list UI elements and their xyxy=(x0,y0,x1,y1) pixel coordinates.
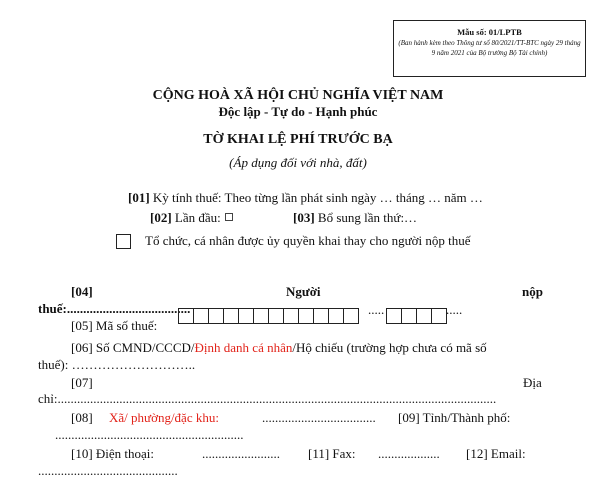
first-time-checkbox[interactable] xyxy=(225,213,233,221)
nation-name: CỘNG HOÀ XÃ HỘI CHỦ NGHĨA VIỆT NAM xyxy=(152,88,444,103)
field-02-first-time xyxy=(150,210,233,226)
tax-code-cell[interactable] xyxy=(386,308,402,324)
tax-code-cell[interactable] xyxy=(193,308,209,324)
field-06-continuation: thuế): ……………………….. xyxy=(38,357,196,372)
field-06-part-a: [06] Số CMND/CCCD/ xyxy=(71,340,195,355)
tax-code-cell[interactable] xyxy=(416,308,432,324)
tax-code-cell[interactable] xyxy=(431,308,447,324)
field-09-province-dots: .......................................................... xyxy=(55,427,244,442)
field-04-word-1: Người xyxy=(286,284,321,299)
field-04-word-2: nộp xyxy=(522,284,543,299)
field-07-address-line: chỉ:....................................................................................................................................... xyxy=(38,391,497,406)
tax-code-cell[interactable] xyxy=(223,308,239,324)
field-10-phone-dots: ........................ xyxy=(202,446,280,461)
tax-code-cell[interactable] xyxy=(401,308,417,324)
tax-code-cell[interactable] xyxy=(283,308,299,324)
authorized-label: Tổ chức, cá nhân được ủy quyền khai thay cho người nộp thuế xyxy=(145,233,471,248)
field-12-email-dots: ........................................... xyxy=(38,463,178,478)
field-08-code: [08] xyxy=(71,410,93,425)
tax-code-cell[interactable] xyxy=(268,308,284,324)
field-06-personal-id: Định danh cá nhân xyxy=(194,340,293,355)
taxpayer-name-line xyxy=(38,301,190,317)
field-10-phone-label: [10] Điện thoại: xyxy=(71,446,155,461)
tax-code-cell[interactable] xyxy=(313,308,329,324)
tax-code-cell[interactable] xyxy=(178,308,194,324)
tax-code-cell[interactable] xyxy=(208,308,224,324)
tax-code-cell[interactable] xyxy=(343,308,359,324)
field-03-text: Bổ sung lần thứ:… xyxy=(317,210,418,225)
field-02-code: [02] xyxy=(150,210,172,225)
field-03-code: [03] xyxy=(293,210,315,225)
field-03-supplement xyxy=(293,210,417,226)
tax-code-cell[interactable] xyxy=(253,308,269,324)
authorized-checkbox[interactable] xyxy=(116,234,131,249)
field-09-province-label: [09] Tỉnh/Thành phố: xyxy=(398,410,511,425)
field-04-code: [04] xyxy=(71,284,93,299)
page-subtitle: (Áp dụng đối với nhà, đất) xyxy=(229,155,367,170)
form-number-box xyxy=(393,20,586,77)
page-title: TỜ KHAI LỆ PHÍ TRƯỚC BẠ xyxy=(203,132,393,147)
tax-code-cell[interactable] xyxy=(328,308,344,324)
field-06-id-number xyxy=(71,340,487,356)
field-11-fax-label: [11] Fax: xyxy=(308,446,356,461)
field-08-ward-label: Xã/ phường/đặc khu: xyxy=(109,410,219,425)
field-08-ward-dots: ................................... xyxy=(262,410,376,425)
field-12-email-label: [12] Email: xyxy=(466,446,526,461)
field-01-code: [01] xyxy=(128,190,150,205)
tax-code-dots-end: ..... xyxy=(446,302,463,317)
field-01-text: Kỳ tính thuế: Theo từng lần phát sinh ngày … tháng … năm … xyxy=(152,190,483,205)
field-05-label: [05] Mã số thuế: xyxy=(71,318,158,333)
form-number: Mẫu số: 01/LPTB xyxy=(457,27,522,37)
field-07-word: Địa xyxy=(523,375,542,390)
tax-code-cell[interactable] xyxy=(238,308,254,324)
form-issuance-note: (Ban hành kèm theo Thông tư số 80/2021/TT-BTC ngày 29 tháng 9 năm 2021 của Bộ trưởng Bộ Tài chính) xyxy=(398,39,581,57)
field-11-fax-dots: ................... xyxy=(378,446,440,461)
field-06-part-b: /Hộ chiếu (trường hợp chưa có mã số xyxy=(292,340,487,355)
field-07-code: [07] xyxy=(71,375,93,390)
field-04-continuation: thuế:...................................... xyxy=(38,301,191,316)
field-01-tax-period xyxy=(128,190,483,206)
tax-code-dots-mid: ..... xyxy=(368,302,385,317)
field-02-text: Lần đầu: xyxy=(174,210,221,225)
nation-motto: Độc lập - Tự do - Hạnh phúc xyxy=(218,104,378,119)
tax-code-cell[interactable] xyxy=(298,308,314,324)
